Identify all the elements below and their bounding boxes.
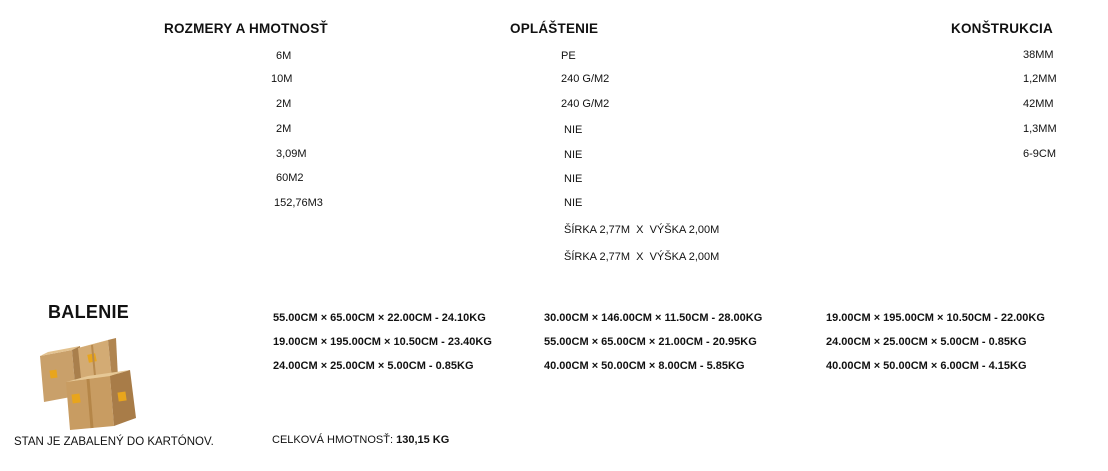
spec-value: 6-9CM [1023,148,1057,160]
package-item: 24.00CM × 25.00CM × 5.00CM - 0.85KG [826,336,1027,348]
total-weight-label: CELKOVÁ HMOTNOSŤ: [272,434,394,446]
spec-value: 240 G/M2 [561,73,610,85]
package-item: 19.00CM × 195.00CM × 10.50CM - 22.00KG [826,312,1045,324]
spec-value: NIE [564,149,583,161]
spec-value: 60M2 [276,172,304,184]
package-item: 24.00CM × 25.00CM × 5.00CM - 0.85KG [273,360,474,372]
spec-value: 2M [276,98,292,110]
spec-value: 1,3MM [1023,123,1057,135]
package-item: 40.00CM × 50.00CM × 6.00CM - 4.15KG [826,360,1027,372]
packaging-caption: STAN JE ZABALENÝ DO KARTÓNOV. [14,436,214,448]
packaging-title: BALENIE [48,302,130,322]
spec-value: 6M [276,50,292,62]
package-item: 40.00CM × 50.00CM × 8.00CM - 5.85KG [544,360,745,372]
spec-value: 42MM [1023,98,1054,110]
spec-value: NIE [564,173,583,185]
spec-value: PE [561,50,576,62]
spec-value: 152,76M3 [274,197,323,209]
spec-value: 240 G/M2 [561,98,610,110]
dimensions-title: ROZMERY A HMOTNOSŤ [164,21,328,36]
spec-value: NIE [564,124,583,136]
spec-value: NIE [564,197,583,209]
covering-title: OPLÁŠTENIE [510,21,599,36]
package-item: 19.00CM × 195.00CM × 10.50CM - 23.40KG [273,336,492,348]
total-weight [272,434,449,446]
spec-value: 2M [276,123,292,135]
package-item: 55.00CM × 65.00CM × 21.00CM - 20.95KG [544,336,757,348]
spec-value: 1,2MM [1023,73,1057,85]
spec-value: 3,09M [276,148,307,160]
spec-value: 38MM [1023,49,1054,61]
construction-title: KONŠTRUKCIA [951,21,1053,36]
package-item: 55.00CM × 65.00CM × 22.00CM - 24.10KG [273,312,486,324]
spec-value: ŠÍRKA 2,77M X VÝŠKA 2,00M [564,251,720,263]
spec-value: ŠÍRKA 2,77M X VÝŠKA 2,00M [564,224,720,236]
cardboard-boxes-icon [36,334,146,430]
total-weight-value: 130,15 KG [396,434,450,446]
spec-value: 10M [271,73,293,85]
package-item: 30.00CM × 146.00CM × 11.50CM - 28.00KG [544,312,763,324]
